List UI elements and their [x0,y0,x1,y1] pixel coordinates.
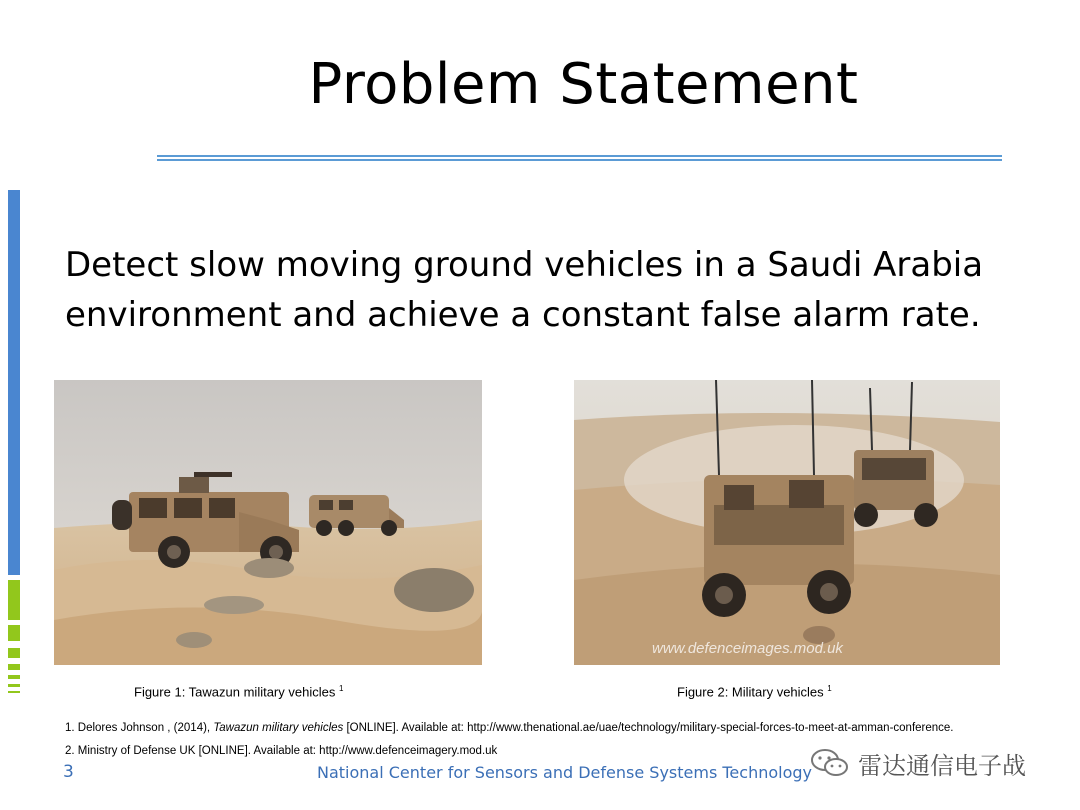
side-accent-bar-green [8,684,20,687]
caption-text: Figure 1: Tawazun military vehicles [134,684,336,700]
body-line: environment and achieve a constant false alarm rate. [65,295,981,335]
caption-footnote-mark: 1 [338,684,344,693]
watermark-text: 雷达通信电子战 [858,751,1026,780]
body-line: Detect slow moving ground vehicles in a Saudi Arabia [65,245,984,285]
caption-footnote-mark: 1 [827,684,832,693]
figure-2-photo [574,380,1000,665]
slide-title: Problem Statement [308,52,859,117]
reference-2: 2. Ministry of Defense UK [ONLINE]. Available at: http://www.defenceimagery.mod.uk [65,745,498,757]
figure-1-photo [54,380,482,665]
page-number: 3 [63,762,74,782]
side-accent-bar-green [8,691,20,693]
reference-text: [ONLINE]. Available at: http://www.thenational.ae/uae/technology/military-special-forces-to-meet-at-amman-conference. [343,722,954,734]
footer-text: National Center for Sensors and Defense Systems Technology [317,763,812,782]
photo-watermark: www.defenceimages.mod.uk [652,640,843,657]
side-accent-bar-green [8,648,20,658]
figure-2-caption [677,684,832,699]
side-accent-bar-green [8,664,20,670]
wechat-icon [810,747,850,779]
reference-text: 1. Delores Johnson , (2014), [65,722,214,734]
side-accent-bar-green [8,675,20,679]
reference-title: Tawazun military vehicles [213,722,344,734]
side-accent-bar-green [8,580,20,620]
side-accent-bar-green [8,625,20,641]
problem-statement-text [65,240,1025,340]
title-divider [157,155,1002,161]
caption-text: Figure 2: Military vehicles [677,684,824,700]
reference-1 [65,722,954,734]
figure-1-caption [134,684,343,699]
wechat-watermark [810,745,1026,781]
side-accent-bar-blue [8,190,20,575]
